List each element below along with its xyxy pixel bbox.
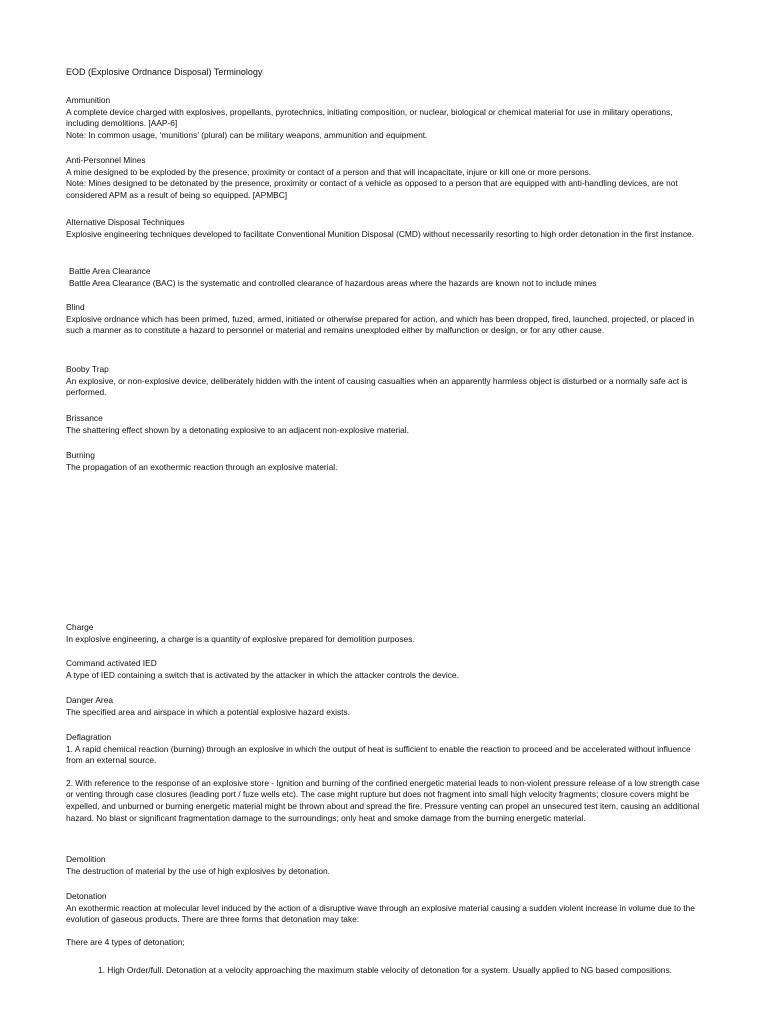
glossary-entry (66, 891, 706, 948)
entry-definition: A mine designed to be exploded by the presence, proximity or contact of a person and that will incapacitate, injure or kill one or more persons. (66, 166, 592, 177)
entry-definition: The specified area and airspace in which a potential explosive hazard exists. (66, 706, 350, 717)
entry-term: Detonation (66, 891, 107, 901)
entry-term: Anti-Personnel Mines (66, 155, 146, 165)
entry-definition: A type of IED containing a switch that is activated by the attacker in which the attacker controls the device. (66, 669, 459, 680)
entry-term: Brissance (66, 413, 103, 423)
entry-definition: The shattering effect shown by a detonating explosive to an adjacent non-explosive material. (66, 424, 409, 435)
glossary-entry (66, 413, 706, 436)
entry-definition: The destruction of material by the use of high explosives by detonation. (66, 865, 330, 876)
glossary-entry (66, 217, 706, 240)
entry-term: Burning (66, 450, 95, 460)
glossary-entry (66, 302, 706, 337)
entry-definition: 2. With reference to the response of an explosive store - Ignition and burning of the confined energetic material leads to non-violent pressure release of a low strength case or venting through case closures (leading port / fuze wells etc). The case might rupture but does not fragment into small high velocity fragments; closure covers might be expelled, and unburned or burning energetic material might be thrown about and spread the fire. Pressure venting can propel an unsecured test item, causing an additional hazard. No blast or significant fragmentation damage to the surroundings; only heat and smoke damage from the burning energetic material. (66, 777, 700, 823)
glossary-entry (66, 95, 706, 141)
glossary-entry (66, 364, 706, 399)
glossary-entry (66, 658, 706, 681)
entry-term: Battle Area Clearance (69, 266, 151, 276)
entry-definition: Explosive engineering techniques developed to facilitate Conventional Munition Disposal (CMD) without necessarily resorting to high order detonation in the first instance. (66, 228, 695, 239)
entry-term: Charge (66, 622, 94, 632)
entry-definition: An exothermic reaction at molecular level induced by the action of a disruptive wave through an explosive material causing a sudden violent increase in volume due to the evolution of gaseous products. There are three forms that detonation may take: (66, 902, 695, 925)
entry-term: Booby Trap (66, 364, 109, 374)
glossary-entry (66, 450, 706, 473)
entry-term: Alternative Disposal Techniques (66, 217, 185, 227)
entry-definition: In explosive engineering, a charge is a quantity of explosive prepared for demolition purposes. (66, 633, 415, 644)
entry-definition: There are 4 types of detonation; (66, 936, 185, 947)
entry-term: Blind (66, 302, 85, 312)
entry-note: Note: In common usage, ‘munitions’ (plural) can be military weapons, ammunition and equipment. (66, 129, 428, 140)
entry-term: Demolition (66, 854, 106, 864)
glossary-entry (66, 854, 706, 877)
glossary-entry (66, 732, 706, 824)
entry-term: Danger Area (66, 695, 114, 705)
entry-definition: An explosive, or non-explosive device, deliberately hidden with the intent of causing casualties when an apparently harmless object is disturbed or a normally safe act is performed. (66, 375, 688, 398)
document-title: EOD (Explosive Ordnance Disposal) Terminology (66, 67, 263, 77)
glossary-entry (66, 695, 706, 718)
entry-definition: 1. A rapid chemical reaction (burning) through an explosive in which the output of heat is sufficient to enable the reaction to proceed and be accelerated without influence from an external source. (66, 743, 691, 766)
entry-term: Command activated IED (66, 658, 157, 668)
entry-term: Ammunition (66, 95, 111, 105)
glossary-entry (69, 266, 709, 289)
entry-definition: Explosive ordnance which has been primed, fuzed, armed, initiated or otherwise prepared for action, and which has been dropped, fired, launched, projected, or placed in such a manner as to constitute a hazard to personnel or material and remains unexploded either by malfunction or design, or for any other cause. (66, 313, 695, 336)
entry-definition: A complete device charged with explosives, propellants, pyrotechnics, initiating composition, or nuclear, biological or chemical material for use in military operations, including demolitions. [AAP-6] (66, 106, 673, 129)
glossary-entry (66, 622, 706, 645)
entry-term: Deflagration (66, 732, 112, 742)
detonation-type-list-item: 1. High Order/full. Detonation at a velocity approaching the maximum stable velocity of detonation for a system. Usually applied to NG based compositions. (98, 965, 672, 975)
entry-definition: Battle Area Clearance (BAC) is the systematic and controlled clearance of hazardous areas where the hazards are known not to include mines (69, 277, 597, 288)
glossary-entry (66, 155, 706, 201)
entry-note: Note: Mines designed to be detonated by the presence, proximity or contact of a vehicle as opposed to a person that are equipped with anti-handling devices, are not considered APM as a result of being so equipped. [APMBC] (66, 178, 678, 200)
entry-definition: The propagation of an exothermic reaction through an explosive material. (66, 461, 338, 472)
